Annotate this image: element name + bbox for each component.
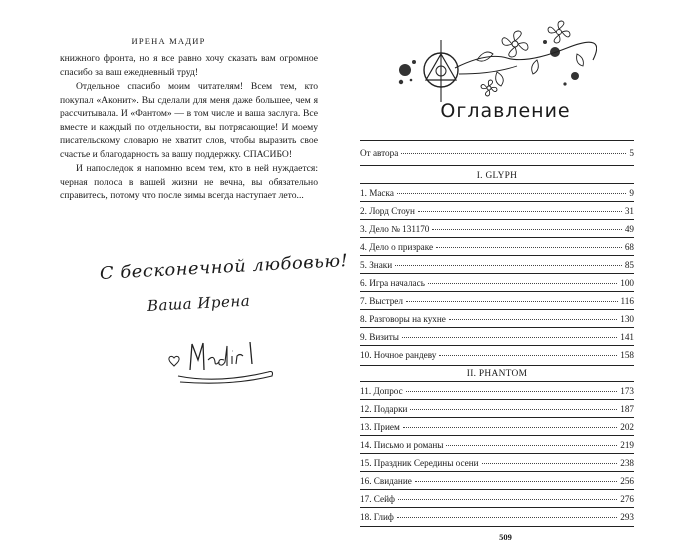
toc-entry [360, 295, 634, 307]
divider [360, 273, 634, 274]
dot-leader [401, 153, 626, 154]
dot-leader [449, 319, 617, 320]
toc-entry [360, 187, 634, 199]
toc-entry-page: 219 [620, 440, 634, 450]
toc-entry [360, 493, 634, 505]
toc-entry-label: 1. Маска [360, 188, 394, 198]
toc-entry-page: 130 [620, 314, 634, 324]
toc-entry [360, 241, 634, 253]
toc-entry [360, 349, 634, 361]
divider [360, 489, 634, 490]
toc-entry-page: 68 [624, 242, 634, 252]
toc-entry [360, 313, 634, 325]
toc-entry [360, 259, 634, 271]
toc-entry-page: 187 [620, 404, 634, 414]
toc-entry [360, 457, 634, 469]
toc-entry-label: 2. Лорд Стоун [360, 206, 415, 216]
page-number: 509 [499, 532, 512, 542]
toc-entry-page: 141 [620, 332, 634, 342]
dot-leader [439, 355, 617, 356]
toc-entry-page: 276 [620, 494, 634, 504]
dot-leader [415, 481, 617, 482]
toc-entry [360, 205, 634, 217]
divider [360, 183, 634, 184]
toc-entry-label: 6. Игра началась [360, 278, 425, 288]
toc-title: Оглавление [440, 100, 571, 122]
toc-entry-label: 16. Свидание [360, 476, 412, 486]
toc-entry-label: 13. Прием [360, 422, 400, 432]
botanical-ornament-illustration [397, 18, 597, 104]
handwritten-name: Ваша Ирена [146, 291, 251, 315]
acknowledgements-text [60, 52, 318, 203]
dot-leader [436, 247, 622, 248]
paragraph: И напоследок я напомню всем тем, кто в ней нуждается: черная полоса в вашей жизни не вечна, вы обязательно справитесь, потому что после зимы всегда наступает лето... [60, 163, 318, 201]
divider [360, 237, 634, 238]
dot-leader [395, 265, 622, 266]
dot-leader [446, 445, 617, 446]
toc-entry-label: 5. Знаки [360, 260, 393, 270]
toc-entry-label: От автора [360, 148, 399, 158]
divider [360, 219, 634, 220]
dot-leader [482, 463, 618, 464]
toc-entry [360, 421, 634, 433]
toc-entry-label: 4. Дело о призраке [360, 242, 434, 252]
toc-entry [360, 147, 634, 159]
toc-entry-label: 11. Допрос [360, 386, 403, 396]
divider [360, 417, 634, 418]
handwritten-dedication: С бесконечной любовью! [99, 251, 349, 284]
toc-entry-page: 158 [620, 350, 634, 360]
divider [360, 327, 634, 328]
dot-leader [428, 283, 617, 284]
dot-leader [402, 337, 617, 338]
toc-entry-label: 12. Подарки [360, 404, 408, 414]
divider [360, 140, 634, 141]
divider [360, 526, 634, 527]
dot-leader [410, 409, 617, 410]
toc-entry [360, 403, 634, 415]
toc-entry-page: 100 [620, 278, 634, 288]
toc-entry [360, 277, 634, 289]
toc-entry-page: 256 [620, 476, 634, 486]
toc-entry-label: 18. Глиф [360, 512, 394, 522]
toc-entry-page: 293 [620, 512, 634, 522]
toc-entry-page: 202 [620, 422, 634, 432]
toc-entry-label: 10. Ночное рандеву [360, 350, 437, 360]
divider [360, 309, 634, 310]
divider [360, 453, 634, 454]
divider [360, 507, 634, 508]
dot-leader [398, 499, 617, 500]
toc-entry-label: 17. Сейф [360, 494, 395, 504]
dot-leader [406, 301, 618, 302]
divider [360, 399, 634, 400]
paragraph: Отдельное спасибо моим читателям! Всем тем, кто покупал «Аконит». Вы сделали для меня даже большее, чем я рассчитывала. И «Фантом» — в том числе и ваша заслуга. Все вместе и каждый по отдельности, вы потрясающие! И моему писательскому словарю не хватит слов, чтобы выразить свое счастье и благодарность за вашу поддержку. СПАСИБО! [60, 81, 318, 160]
running-head: ИРЕНА МАДИР [131, 36, 206, 46]
toc-entry-page: 116 [620, 296, 634, 306]
part-title: I. GLYPH [476, 171, 518, 181]
part-title: II. PHANTOM [466, 369, 528, 379]
toc-entry-label: 15. Праздник Середины осени [360, 458, 479, 468]
author-signature [168, 330, 278, 392]
toc-entry [360, 385, 634, 397]
toc-entry-page: 31 [624, 206, 634, 216]
divider [360, 471, 634, 472]
toc-entry-label: 9. Визиты [360, 332, 399, 342]
divider [360, 165, 634, 166]
dot-leader [406, 391, 618, 392]
toc-entry-page: 85 [624, 260, 634, 270]
dot-leader [418, 211, 622, 212]
toc-entry-label: 3. Дело № 131170 [360, 224, 430, 234]
toc-entry-page: 49 [624, 224, 634, 234]
toc-entry [360, 223, 634, 235]
paragraph: книжного фронта, но я все равно хочу сказать вам огромное спасибо за ваш ежедневный труд! [60, 53, 318, 78]
toc-entry-label: 14. Письмо и романы [360, 440, 444, 450]
dot-leader [397, 193, 626, 194]
toc-entry-page: 238 [620, 458, 634, 468]
right-page [337, 0, 674, 545]
toc-entry-page: 173 [620, 386, 634, 396]
divider [360, 201, 634, 202]
toc-entry [360, 331, 634, 343]
divider [360, 345, 634, 346]
divider [360, 435, 634, 436]
divider [360, 365, 634, 366]
dot-leader [403, 427, 617, 428]
dot-leader [397, 517, 617, 518]
toc-entry [360, 475, 634, 487]
divider [360, 381, 634, 382]
toc-entry-page: 5 [629, 148, 634, 158]
dot-leader [432, 229, 621, 230]
toc-entry [360, 511, 634, 523]
toc-entry-page: 9 [629, 188, 634, 198]
divider [360, 291, 634, 292]
toc-entry-label: 8. Разговоры на кухне [360, 314, 446, 324]
toc-entry-label: 7. Выстрел [360, 296, 403, 306]
divider [360, 255, 634, 256]
toc-entry [360, 439, 634, 451]
